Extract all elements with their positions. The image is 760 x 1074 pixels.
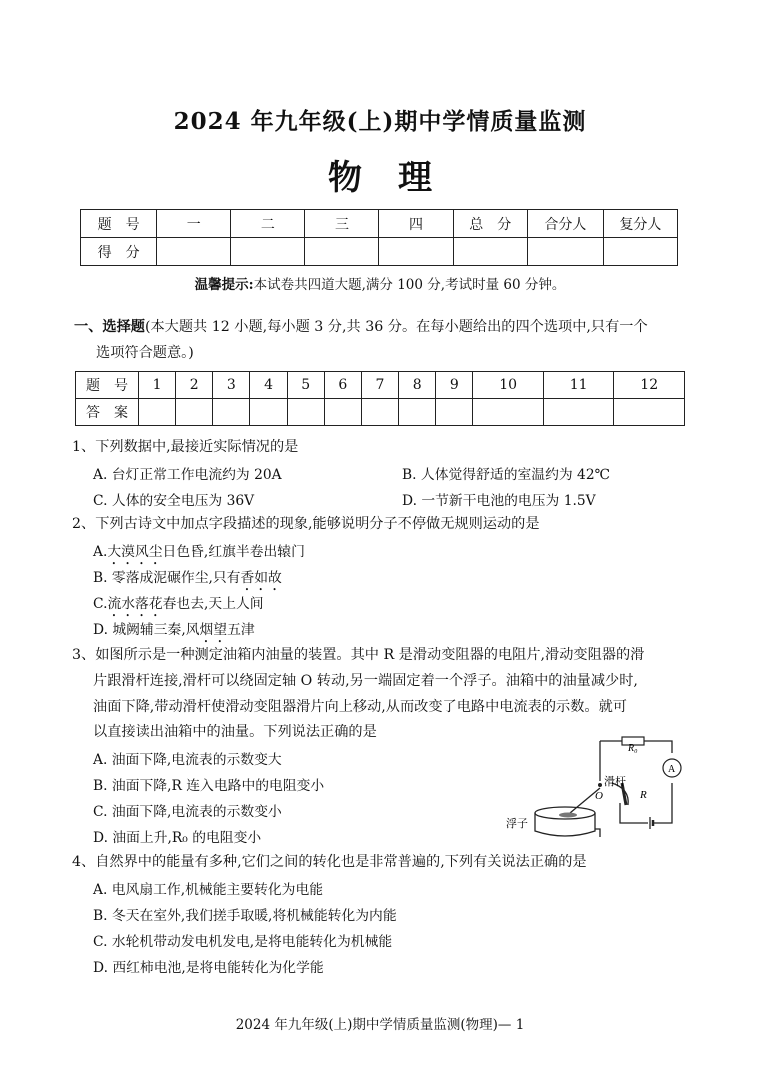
section1-desc2: 选项符合题意。) [96,345,194,361]
q2-option-a [93,540,305,568]
q2-stem: 2、下列古诗文中加点字段描述的现象,能够说明分子不停做无规则运动的是 [72,516,540,532]
answer-row-label: 答 案 [76,399,139,426]
q2-c-prefix: C. [93,596,108,612]
answer-cell[interactable] [361,399,398,426]
question-number: 11 [543,372,614,399]
answer-cell[interactable] [287,399,324,426]
question-number: 5 [287,372,324,399]
q2-option-b [93,566,282,594]
q2-d-dotted: 烟望 [199,622,228,638]
q2-c-suffix: 春也去,天上人间 [162,596,264,612]
hint-text: 本试卷共四道大题,满分 100 分,考试时量 60 分钟。 [253,277,566,293]
question-number: 1 [139,372,176,399]
q2-a-suffix: 日色昏,红旗半卷出辕门 [162,544,305,560]
answer-cell[interactable] [436,399,473,426]
answer-row-label: 题 号 [76,372,139,399]
answer-cell[interactable] [213,399,250,426]
answer-table-number-row [76,372,685,399]
label-o: O [595,790,603,802]
question-number: 2 [176,372,213,399]
bottom-wire [620,803,648,823]
label-r0: R₀ [628,743,638,754]
label-r: R [640,789,647,801]
right-wire [652,783,672,823]
score-table-score-row [81,238,678,266]
q3-stem-line1: 3、如图所示是一种测定油箱内油量的装置。其中 R 是滑动变阻器的电阻片,滑动变阻器的滑 [72,647,645,663]
q1-option-b: B. 人体觉得舒适的室温约为 42℃ [402,467,611,483]
score-col-2: 二 [231,210,305,238]
question-number: 6 [324,372,361,399]
q4-option-c: C. 水轮机带动发电机发电,是将电能转化为机械能 [93,934,393,950]
question-number: 9 [436,372,473,399]
q2-c-dotted: 流水落花 [107,596,163,612]
score-table-header-row [81,210,678,238]
answer-cell[interactable] [399,399,436,426]
answer-cell[interactable] [324,399,361,426]
question-number: 4 [250,372,287,399]
q3-stem-line2: 片跟滑杆连接,滑杆可以绕固定轴 O 转动,另一端固定着一个浮子。油箱中的油量减少时, [93,673,638,689]
score-col-total: 总 分 [453,210,527,238]
oil-gauge-circuit-diagram [500,733,690,845]
section1-desc1: (本大题共 12 小题,每小题 3 分,共 36 分。在每小题给出的四个选项中,只有一个 [144,319,648,335]
score-col-scorer: 合分人 [527,210,603,238]
score-col-reviewer: 复分人 [603,210,677,238]
q4-option-a: A. 电风扇工作,机械能主要转化为电能 [93,882,324,898]
answer-cell[interactable] [250,399,287,426]
page-footer: 2024 年九年级(上)期中学情质量监测(物理)— 1 [235,1017,525,1033]
q3-option-b: B. 油面下降,R 连入电路中的电阻变小 [93,778,325,794]
q4-option-b: B. 冬天在室外,我们搓手取暖,将机械能转化为内能 [93,908,397,924]
q3-option-c: C. 油面下降,电流表的示数变小 [93,804,282,820]
label-ammeter: A [668,764,676,775]
tank-tap [595,829,600,837]
q1-option-c: C. 人体的安全电压为 36V [93,493,255,509]
q3-option-a: A. 油面下降,电流表的示数变大 [93,752,282,768]
score-col-3: 三 [305,210,379,238]
score-row-label: 得 分 [81,238,157,266]
score-cell[interactable] [527,238,603,266]
score-col-label: 题 号 [81,210,157,238]
exam-title: 2024 年九年级(上)期中学情质量监测 [173,108,587,135]
answer-cell[interactable] [473,399,544,426]
q2-a-dotted: 大漠风尘 [107,544,163,560]
question-number: 10 [473,372,544,399]
score-col-4: 四 [379,210,453,238]
float-body [559,813,577,818]
q3-stem-line4: 以直接读出油箱中的油量。下列说法正确的是 [93,724,377,740]
score-cell[interactable] [603,238,677,266]
q2-a-prefix: A. [93,544,108,560]
q4-stem: 4、自然界中的能量有多种,它们之间的转化也是非常普遍的,下列有关说法正确的是 [72,854,587,870]
question-number: 7 [361,372,398,399]
q3-stem-line3: 油面下降,带动滑杆使滑动变阻器滑片向上移动,从而改变了电路中电流表的示数。就可 [93,699,627,715]
answer-table-answer-row [76,399,685,426]
score-cell[interactable] [157,238,231,266]
q2-b-dotted: 香如故 [240,570,282,586]
q4-option-d: D. 西红柿电池,是将电能转化为化学能 [93,960,324,976]
question-number: 3 [213,372,250,399]
q3-option-d: D. 油面上升,R₀ 的电阻变小 [93,830,262,846]
score-cell[interactable] [379,238,453,266]
question-number: 8 [399,372,436,399]
answer-cell[interactable] [139,399,176,426]
score-table [80,209,678,266]
question-number: 12 [614,372,685,399]
q1-stem: 1、下列数据中,最接近实际情况的是 [72,439,299,455]
q2-d-prefix: D. 城阙辅三秦,风 [93,622,200,638]
score-col-1: 一 [157,210,231,238]
label-float: 浮子 [506,817,528,830]
section1-heading-line [74,317,648,337]
pivot-point [598,783,602,787]
section1-heading: 一、选择题 [74,319,145,335]
score-cell[interactable] [305,238,379,266]
score-cell[interactable] [453,238,527,266]
answer-cell[interactable] [176,399,213,426]
q2-option-c [93,592,264,620]
label-slider: 滑杆 [604,775,626,788]
score-cell[interactable] [231,238,305,266]
answer-table [75,371,685,426]
subject-title: 物理 [328,158,468,198]
answer-cell[interactable] [543,399,614,426]
hint-label: 温馨提示: [194,277,254,293]
q2-d-suffix: 五津 [227,622,255,638]
q1-option-a: A. 台灯正常工作电流约为 20A [93,467,282,483]
exam-hint [0,273,760,293]
q2-option-d [93,618,255,646]
q1-option-d: D. 一节新干电池的电压为 1.5V [402,493,596,509]
answer-cell[interactable] [614,399,685,426]
q2-b-prefix: B. 零落成泥碾作尘,只有 [93,570,241,586]
